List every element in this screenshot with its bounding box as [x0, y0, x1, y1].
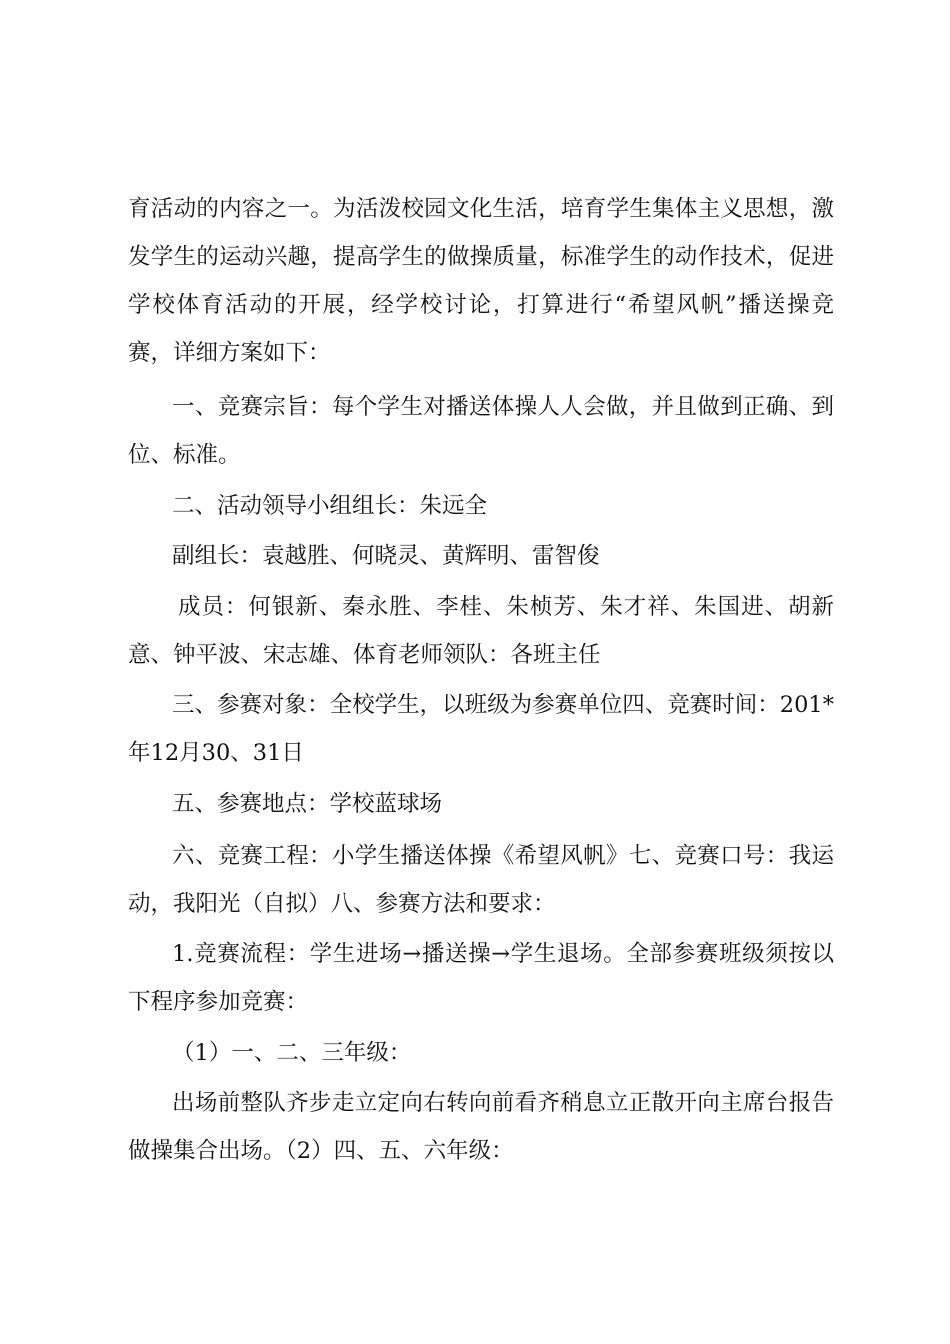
section-3-line-2: 年12月30、31日 — [128, 740, 304, 766]
body-line-2: 发学生的运动兴趣，提高学生的做操质量，标准学生的动作技术，促进 — [128, 244, 834, 270]
members-line-2: 意、钟平波、宋志雄、体育老师领队：各班主任 — [128, 642, 601, 668]
flow-line-1: 1.竞赛流程：学生进场→播送操→学生退场。全部参赛班级须按以 — [172, 941, 834, 967]
body-line-3: 学校体育活动的开展，经学校讨论，打算进行“希望风帆”播送操竞 — [128, 292, 834, 318]
procedure-line-1: 出场前整队齐步走立定向右转向前看齐稍息立正散开向主席台报告 — [172, 1090, 834, 1116]
vice-leaders-line: 副组长：袁越胜、何晓灵、黄辉明、雷智俊 — [172, 543, 600, 569]
flow-line-2: 下程序参加竞赛： — [128, 989, 309, 1015]
section-3-line-1: 三、参赛对象：全校学生，以班级为参赛单位四、竞赛时间：201* — [172, 692, 834, 718]
section-6-line-2: 动，我阳光（自拟）八、参赛方法和要求： — [128, 891, 556, 917]
grade-1-3-heading: （1）一、二、三年级： — [172, 1040, 412, 1066]
body-line-4: 赛，详细方案如下： — [128, 340, 331, 366]
section-1-line-2: 位、标准。 — [128, 442, 241, 468]
procedure-line-2: 做操集合出场。（2）四、五、六年级： — [128, 1138, 514, 1164]
members-line-1: 成员：何银新、秦永胜、李桂、朱桢芳、朱才祥、朱国进、胡新 — [178, 594, 834, 620]
section-5-line: 五、参赛地点：学校蓝球场 — [172, 791, 443, 817]
body-line-1: 育活动的内容之一。为活泼校园文化生活，培育学生集体主义思想，激 — [128, 196, 834, 222]
section-2-line: 二、活动领导小组组长：朱远全 — [172, 493, 488, 519]
section-1-line-1: 一、竞赛宗旨：每个学生对播送体操人人会做，并且做到正确、到 — [172, 394, 834, 420]
section-6-line-1: 六、竞赛工程：小学生播送体操《希望风帆》七、竞赛口号：我运 — [172, 843, 834, 869]
